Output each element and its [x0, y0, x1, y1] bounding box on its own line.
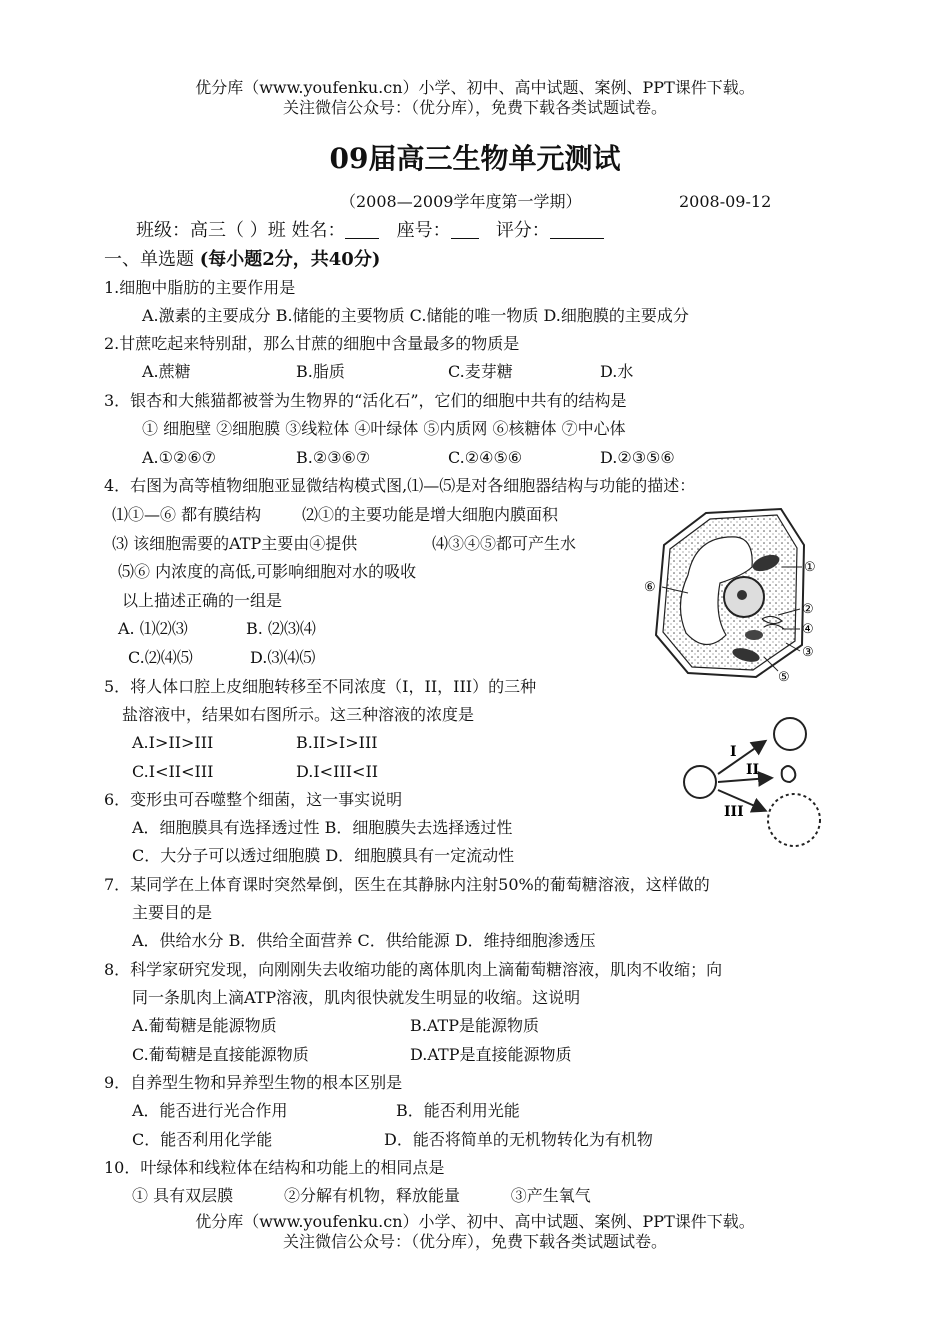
q6-stem: 6．变形虫可吞噬整个细菌，这一事实说明 [104, 790, 403, 809]
q4-statement-2: ⑵①的主要功能是增大细胞内膜面积 [302, 505, 559, 524]
exam-date: 2008-09-12 [679, 192, 772, 211]
seat-blank[interactable] [451, 222, 479, 239]
q10-stem: 10．叶绿体和线粒体在结构和功能上的相同点是 [104, 1158, 445, 1177]
q4-statement-3: ⑶ 该细胞需要的ATP主要由④提供 [112, 534, 358, 553]
q5-option-b: B.II>I>III [296, 733, 378, 752]
q8-stem-1: 8．科学家研究发现，向刚刚失去收缩功能的离体肌肉上滴葡萄糖溶液，肌肉不收缩；向 [104, 960, 723, 979]
cell-label-4: ④ [802, 622, 814, 637]
q8-option-d: D.ATP是直接能源物质 [410, 1045, 572, 1064]
q3-option-a: A.①②⑥⑦ [142, 448, 217, 467]
footer-line-2: 关注微信公众号：（优分库），免费下载各类试题试卷。 [282, 1232, 667, 1251]
mitochondrion [745, 630, 763, 640]
q5-option-d: D.I<III<II [296, 762, 379, 781]
q9-option-d: D．能否将简单的无机物转化为有机物 [384, 1130, 653, 1149]
section-prefix: 一、单选题 [104, 249, 194, 270]
arrow-ii [718, 778, 770, 782]
q2-option-a: A.蔗糖 [142, 362, 191, 381]
cell-label-6: ⑥ [644, 580, 656, 595]
name-blank[interactable] [345, 222, 379, 239]
q9-option-a: A．能否进行光合作用 [132, 1101, 288, 1120]
label-ii: II [746, 762, 760, 778]
score-blank[interactable] [550, 222, 604, 239]
q4-conclusion: 以上描述正确的一组是 [122, 591, 283, 610]
q1-stem: 1.细胞中脂肪的主要作用是 [104, 278, 296, 297]
q3-option-b: B.②③⑥⑦ [296, 448, 371, 467]
label-iii: III [724, 804, 744, 820]
q4-option-b: B. ⑵⑶⑷ [246, 619, 316, 638]
q1-options: A.激素的主要成分 B.储能的主要物质 C.储能的唯一物质 D.细胞膜的主要成分 [142, 306, 689, 325]
q5-option-a: A.I>II>III [132, 733, 214, 752]
q3-items: ① 细胞壁 ②细胞膜 ③线粒体 ④叶绿体 ⑤内质网 ⑥核糖体 ⑦中心体 [142, 419, 626, 438]
cell-label-5: ⑤ [778, 670, 790, 685]
q2-stem: 2.甘蔗吃起来特别甜，那么甘蔗的细胞中含量最多的物质是 [104, 334, 520, 353]
q4-option-c: C.⑵⑷⑸ [128, 648, 193, 667]
q4-statement-4: ⑷③④⑤都可产生水 [432, 534, 577, 553]
page-title: 09届高三生物单元测试 [329, 142, 621, 175]
q2-option-c: C.麦芽糖 [448, 362, 513, 381]
cell-label-1: ① [804, 560, 816, 575]
q5-stem-2: 盐溶液中，结果如右图所示。这三种溶液的浓度是 [122, 705, 475, 724]
q4-statement-5: ⑸⑥ 内浓度的高低,可影响细胞对水的吸收 [118, 562, 417, 581]
q6-options-ab: A．细胞膜具有选择透过性 B．细胞膜失去选择透过性 [132, 818, 513, 837]
q10-items: ① 具有双层膜 ②分解有机物，释放能量 ③产生氧气 [132, 1186, 591, 1205]
footer-line-1: 优分库（www.youfenku.cn）小学、初中、高中试题、案例、PPT课件下载。 [195, 1212, 755, 1231]
class-label: 班级：高三（ ）班 [136, 220, 286, 241]
subtitle: （2008—2009学年度第一学期） [340, 192, 582, 211]
original-cell [684, 766, 716, 798]
q8-option-c: C.葡萄糖是直接能源物质 [132, 1045, 309, 1064]
q7-stem-1: 7．某同学在上体育课时突然晕倒，医生在其静脉内注射50%的葡萄糖溶液，这样做的 [104, 875, 710, 894]
q6-options-cd: C．大分子可以透过细胞膜 D．细胞膜具有一定流动性 [132, 846, 515, 865]
header-line-1: 优分库（www.youfenku.cn）小学、初中、高中试题、案例、PPT课件下载。 [195, 78, 755, 97]
q9-option-c: C．能否利用化学能 [132, 1130, 273, 1149]
cell-label-2: ② [802, 602, 814, 617]
q9-option-b: B．能否利用光能 [396, 1101, 520, 1120]
q8-option-a: A.葡萄糖是能源物质 [132, 1016, 277, 1035]
q4-option-a: A. ⑴⑵⑶ [118, 619, 188, 638]
q2-option-b: B.脂质 [296, 362, 345, 381]
cell-in-solution-iii [768, 794, 820, 846]
q4-option-d: D.⑶⑷⑸ [250, 648, 316, 667]
plant-cell-figure [636, 505, 846, 685]
q8-option-b: B.ATP是能源物质 [410, 1016, 539, 1035]
osmosis-figure [672, 712, 832, 852]
q3-option-d: D.②③⑤⑥ [600, 448, 675, 467]
student-info-row [136, 220, 604, 242]
q9-stem: 9．自养型生物和异养型生物的根本区别是 [104, 1073, 403, 1092]
q3-stem: 3．银杏和大熊猫都被誉为生物界的“活化石”，它们的细胞中共有的结构是 [104, 391, 627, 410]
label-i: I [730, 744, 737, 760]
q8-stem-2: 同一条肌肉上滴ATP溶液，肌肉很快就发生明显的收缩。这说明 [132, 988, 581, 1007]
section-heading [104, 249, 380, 271]
name-label: 姓名： [291, 220, 346, 241]
cell-in-solution-i [774, 718, 806, 750]
cell-in-solution-ii [782, 766, 796, 782]
q4-statement-1: ⑴①—⑥ 都有膜结构 [112, 505, 262, 524]
score-label: 评分： [495, 220, 550, 241]
header-line-2: 关注微信公众号：（优分库），免费下载各类试题试卷。 [282, 98, 667, 117]
q3-option-c: C.②④⑤⑥ [448, 448, 523, 467]
q5-stem-1: 5．将人体口腔上皮细胞转移至不同浓度（I，II，III）的三种 [104, 677, 537, 696]
seat-label: 座号： [396, 220, 451, 241]
q7-options: A．供给水分 B．供给全面营养 C．供给能源 D．维持细胞渗透压 [132, 931, 596, 950]
q5-option-c: C.I<II<III [132, 762, 214, 781]
q2-option-d: D.水 [600, 362, 634, 381]
q7-stem-2: 主要目的是 [132, 903, 213, 922]
q4-stem: 4．右图为高等植物细胞亚显微结构模式图,⑴—⑸是对各细胞器结构与功能的描述： [104, 476, 696, 495]
nucleolus [737, 590, 747, 600]
cell-label-3: ③ [802, 645, 814, 660]
section-detail: (每小题2分，共40分) [199, 249, 381, 270]
